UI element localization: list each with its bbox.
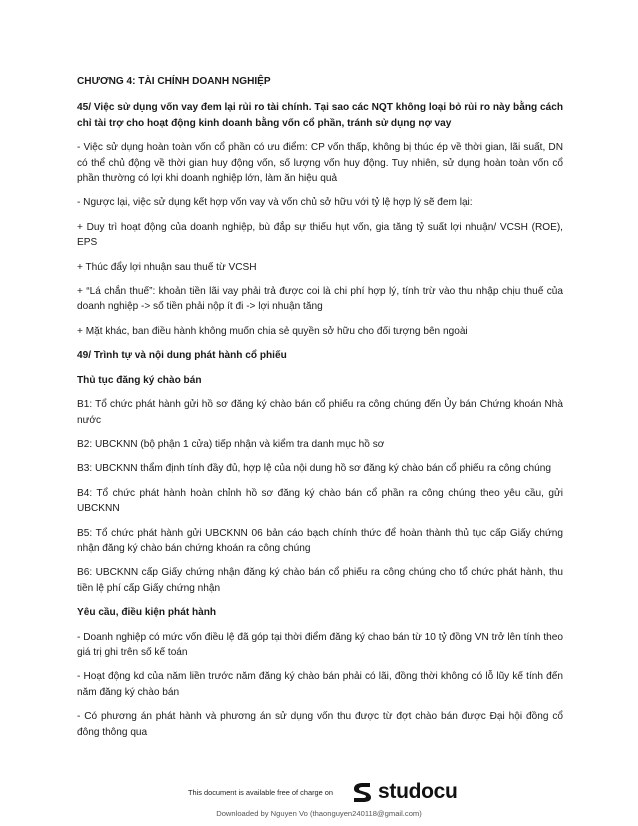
paragraph: - Doanh nghiệp có mức vốn điều lệ đã góp tại thời điểm đăng ký chao bán từ 10 tỷ đồng VN trở lên tính theo giá trị ghi trên số kế toán bbox=[77, 631, 563, 658]
studocu-logo-link[interactable] bbox=[350, 778, 458, 806]
paragraph: + Mặt khác, ban điều hành không muốn chia sẻ quyền sở hữu cho đối tượng bên ngoài bbox=[77, 325, 468, 337]
paragraph: B2: UBCKNN (bộ phận 1 cửa) tiếp nhận và kiểm tra danh mục hồ sơ bbox=[77, 438, 385, 450]
studocu-logo-text: studocu bbox=[378, 780, 458, 803]
footer-banner bbox=[0, 778, 638, 806]
section-heading-requirements: Yêu cầu, điều kiện phát hành bbox=[77, 607, 217, 619]
paragraph: - Hoạt động kd của năm liền trước năm đăng ký chào bán phải có lãi, đồng thời không có lỗ lũy kế tính đến năm đăng ký chào bán bbox=[77, 671, 563, 698]
paragraph: - Có phương án phát hành và phương án sử dụng vốn thu được từ đợt chào bán được Đại hội đồng cổ đông thông qua bbox=[77, 711, 563, 738]
section-heading-registration: Thủ tục đăng ký chào bán bbox=[77, 374, 202, 386]
paragraph: B3: UBCKNN thẩm định tính đầy đủ, hợp lệ của nội dung hồ sơ đăng ký chào bán cổ phiếu ra công chúng bbox=[77, 463, 551, 475]
paragraph: B6: UBCKNN cấp Giấy chứng nhận đăng ký chào bán cổ phiếu ra công chúng cho tổ chức phát hành, thu tiền lệ phí cấp Giấy chứng nhận bbox=[77, 567, 563, 594]
availability-note: This document is available free of charge on bbox=[188, 788, 334, 797]
paragraph: B4: Tổ chức phát hành hoàn chỉnh hồ sơ đăng ký chào bán cổ phần ra công chúng theo yêu cầu, gửi UBCKNN bbox=[77, 487, 563, 515]
paragraph: + “Lá chắn thuế”: khoản tiền lãi vay phải trả được coi là chi phí hợp lý, tính trừ vào thu nhập chịu thuế của doanh nghiệp -> số tiền phải nộp ít đi -> lợi nhuận tăng bbox=[77, 286, 563, 313]
document-body bbox=[77, 74, 563, 749]
question-45-heading: 45/ Việc sử dụng vốn vay đem lại rủi ro tài chính. Tại sao các NQT không loại bỏ rủi ro này bằng cách chỉ tài trợ cho hoạt động kinh doanh bằng vốn cổ phần, tránh sử dụng nợ vay bbox=[77, 102, 563, 129]
studocu-logo-icon bbox=[350, 780, 374, 804]
download-note: Downloaded by Nguyen Vo (thaonguyen240118@gmail.com) bbox=[216, 809, 422, 818]
paragraph: - Việc sử dụng hoàn toàn vốn cổ phần có ưu điểm: CP vốn thấp, không bị thúc ép về thời gian, lãi suất, DN có thể chủ động về thời gian huy động vốn, số lượng vốn huy động. Tuy nhiên, sử dụng hoàn toàn vốn cổ phần thường có lợi khi doanh nghiệp lớn, làm ăn hiệu quả bbox=[77, 142, 563, 185]
question-49-heading: 49/ Trình tự và nội dung phát hành cổ phiếu bbox=[77, 350, 287, 362]
paragraph: + Thúc đẩy lợi nhuận sau thuế từ VCSH bbox=[77, 261, 257, 273]
chapter-title: CHƯƠNG 4: TÀI CHÍNH DOANH NGHIỆP bbox=[77, 76, 271, 87]
paragraph: B5: Tổ chức phát hành gửi UBCKNN 06 bản cáo bạch chính thức để hoàn thành thủ tục cấp Giấy chứng nhận đăng ký chào bán chứng khoán ra công chúng bbox=[77, 527, 563, 554]
paragraph: B1: Tổ chức phát hành gửi hồ sơ đăng ký chào bán cổ phiếu ra công chúng đến Ủy bán Chứng khoán Nhà nước bbox=[77, 399, 563, 426]
paragraph: + Duy trì hoạt động của doanh nghiệp, bù đắp sự thiếu hụt vốn, gia tăng tỷ suất lợi nhuận/ VCSH (ROE), EPS bbox=[77, 221, 563, 249]
paragraph: - Ngược lại, việc sử dụng kết hợp vốn vay và vốn chủ sở hữu với tỷ lệ hợp lý sẽ đem lại: bbox=[77, 197, 473, 209]
